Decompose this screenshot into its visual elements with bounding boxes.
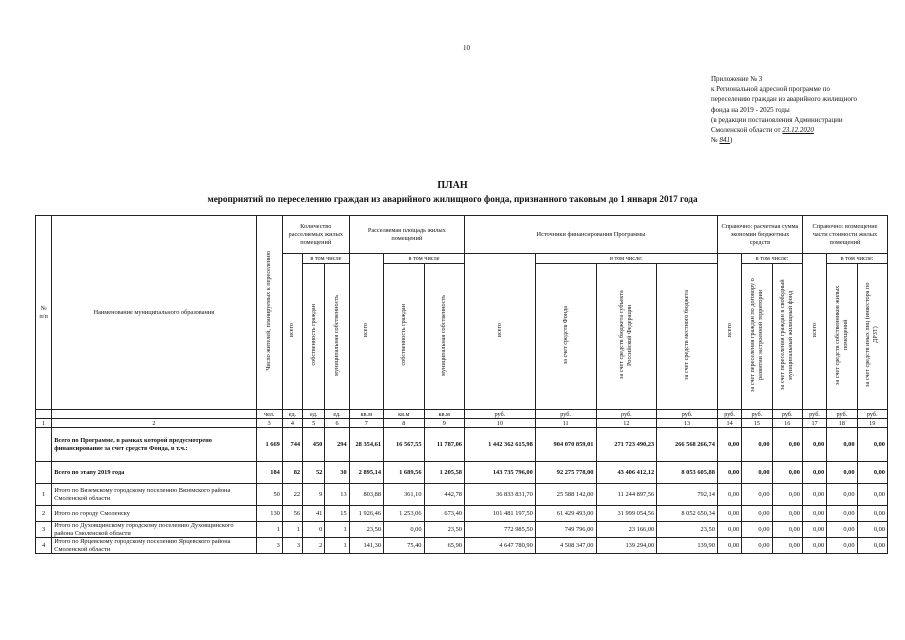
header-ref-economy: Справочно: расчетная сумма экономии бюджетных средств xyxy=(717,216,802,254)
value-cell: 36 833 831,70 xyxy=(464,484,535,506)
value-cell: 1 253,06 xyxy=(384,506,424,522)
value-cell: 294 xyxy=(325,428,349,462)
header-local-budget-text: за счет средств местного бюджета xyxy=(683,290,691,380)
appendix-block xyxy=(711,74,891,145)
header-qty: Количество расселяемых жилых помещений xyxy=(282,216,349,254)
value-cell: 8 052 650,34 xyxy=(657,506,718,522)
value-cell: 0,00 xyxy=(772,522,802,538)
value-cell: 1 205,58 xyxy=(424,462,464,484)
value-cell: 0,00 xyxy=(772,506,802,522)
unit-cell: руб. xyxy=(717,410,741,419)
header-fund-text: за счет средств Фонда xyxy=(561,305,569,365)
value-cell: 0,00 xyxy=(857,538,887,554)
header-total-text: всего xyxy=(725,323,733,337)
value-cell: 4 647 780,90 xyxy=(464,538,535,554)
value-cell: 1 xyxy=(256,522,282,538)
value-cell: 30 xyxy=(325,462,349,484)
value-cell: 28 354,61 xyxy=(349,428,383,462)
column-index-cell: 3 xyxy=(256,419,282,428)
column-index-cell: 15 xyxy=(742,419,772,428)
header-local-budget xyxy=(657,264,718,410)
value-cell: 2 895,14 xyxy=(349,462,383,484)
column-index-cell: 9 xyxy=(424,419,464,428)
value-cell: 2 xyxy=(303,538,325,554)
value-cell: 16 567,55 xyxy=(384,428,424,462)
value-cell: 15 xyxy=(325,506,349,522)
value-cell: 11 787,06 xyxy=(424,428,464,462)
appendix-line: к Региональной адресной программе по xyxy=(711,85,831,94)
header-economy-total xyxy=(717,254,741,410)
value-cell: 0,00 xyxy=(717,428,741,462)
header-citizens-text: собственность граждан xyxy=(399,304,407,366)
row-number: 4 xyxy=(36,538,52,554)
value-cell: 13 xyxy=(325,484,349,506)
value-cell: 904 070 859,01 xyxy=(535,428,596,462)
value-cell: 744 xyxy=(282,428,302,462)
header-citizens-text: собственность граждан xyxy=(309,304,317,366)
unit-cell: руб. xyxy=(464,410,535,419)
header-area-citizens xyxy=(384,264,424,410)
page-number: 10 xyxy=(463,44,470,52)
header-return-total xyxy=(802,254,826,410)
table-row xyxy=(36,538,888,554)
appendix-line xyxy=(711,135,891,145)
column-index-cell: 5 xyxy=(303,419,325,428)
value-cell: 1 669 xyxy=(256,428,282,462)
value-cell: 803,88 xyxy=(349,484,383,506)
value-cell: 0,00 xyxy=(857,428,887,462)
value-cell: 0,00 xyxy=(827,462,857,484)
value-cell: 0,00 xyxy=(742,506,772,522)
unit-cell: руб. xyxy=(657,410,718,419)
appendix-line xyxy=(711,125,891,135)
header-qty-citizens xyxy=(303,264,325,410)
value-cell: 23,50 xyxy=(424,522,464,538)
header-ref-return: Справочно: возмещение части стоимости жилых помещений xyxy=(802,216,887,254)
header-area-municipal xyxy=(424,264,464,410)
value-cell: 0,00 xyxy=(772,484,802,506)
header-municipal-text: муниципальная собственность xyxy=(440,294,448,376)
header-total-text: всего xyxy=(288,323,296,337)
value-cell: 0,00 xyxy=(717,484,741,506)
appendix-line: фонда на 2019 - 2025 годы xyxy=(711,105,790,114)
appendix-number: 841 xyxy=(719,136,730,145)
header-economy-incl: в том числе: xyxy=(742,254,803,264)
plan-table xyxy=(35,215,888,554)
value-cell: 0,00 xyxy=(742,428,772,462)
value-cell: 184 xyxy=(256,462,282,484)
unit-cell: руб. xyxy=(802,410,826,419)
value-cell: 1 xyxy=(325,522,349,538)
value-cell: 0,00 xyxy=(802,506,826,522)
value-cell: 0,00 xyxy=(384,522,424,538)
value-cell: 0,00 xyxy=(742,522,772,538)
value-cell: 1 689,56 xyxy=(384,462,424,484)
value-cell: 43 406 412,12 xyxy=(596,462,657,484)
units-cell xyxy=(52,410,256,419)
row-number: 3 xyxy=(36,522,52,538)
value-cell: 0,00 xyxy=(827,428,857,462)
value-cell: 0,00 xyxy=(717,506,741,522)
column-index-cell: 11 xyxy=(535,419,596,428)
unit-cell: руб. xyxy=(535,410,596,419)
value-cell: 0,00 xyxy=(827,506,857,522)
value-cell: 0,00 xyxy=(717,538,741,554)
unit-cell: руб. xyxy=(772,410,802,419)
header-area-incl: в том числе xyxy=(384,254,465,264)
column-index-cell: 4 xyxy=(282,419,302,428)
value-cell: 130 xyxy=(256,506,282,522)
header-total-text: всего xyxy=(362,323,370,337)
appendix-text: № xyxy=(711,136,718,145)
value-cell: 0,00 xyxy=(802,522,826,538)
column-index-cell: 16 xyxy=(772,419,802,428)
value-cell: 61 429 493,00 xyxy=(535,506,596,522)
value-cell: 4 508 347,00 xyxy=(535,538,596,554)
data-rows xyxy=(36,428,888,554)
value-cell: 92 275 778,00 xyxy=(535,462,596,484)
value-cell: 0,00 xyxy=(827,538,857,554)
value-cell: 0,00 xyxy=(717,462,741,484)
header-qty-municipal xyxy=(325,264,349,410)
header-qty-incl: в том числе xyxy=(303,254,350,264)
value-cell: 25 588 142,00 xyxy=(535,484,596,506)
header-num: № п/п xyxy=(36,216,52,410)
unit-cell: ед. xyxy=(303,410,325,419)
column-index-cell: 6 xyxy=(325,419,349,428)
value-cell: 50 xyxy=(256,484,282,506)
value-cell: 792,14 xyxy=(657,484,718,506)
column-index-cell: 14 xyxy=(717,419,741,428)
header-area-total xyxy=(349,254,383,410)
value-cell: 52 xyxy=(303,462,325,484)
value-cell: 0,00 xyxy=(802,484,826,506)
value-cell: 0,00 xyxy=(772,428,802,462)
value-cell: 139,90 xyxy=(657,538,718,554)
value-cell: 266 568 266,74 xyxy=(657,428,718,462)
unit-cell: кв.м xyxy=(349,410,383,419)
units-row xyxy=(36,410,888,419)
header-residents xyxy=(256,216,282,410)
column-index-row xyxy=(36,419,888,428)
value-cell: 1 926,46 xyxy=(349,506,383,522)
value-cell: 3 xyxy=(282,538,302,554)
value-cell: 23 166,00 xyxy=(596,522,657,538)
appendix-line: Приложение № 3 xyxy=(711,75,763,83)
value-cell: 11 244 897,56 xyxy=(596,484,657,506)
value-cell: 0,00 xyxy=(742,462,772,484)
column-index-cell: 17 xyxy=(802,419,826,428)
table-row xyxy=(36,506,888,522)
header-total-text: всего xyxy=(495,323,503,337)
municipality-name: Итого по Ярцевскому городскому поселению Ярцевского района Смоленской области xyxy=(52,538,256,554)
header-municipal-text: муниципальная собственность xyxy=(333,294,340,376)
value-cell: 0,00 xyxy=(772,462,802,484)
header-ret-other xyxy=(857,264,887,410)
appendix-text: ) xyxy=(729,136,733,145)
value-cell: 0,00 xyxy=(827,522,857,538)
value-cell: 0,00 xyxy=(802,428,826,462)
value-cell: 139 294,00 xyxy=(596,538,657,554)
column-index-cell: 12 xyxy=(596,419,657,428)
appendix-line: переселению граждан из аварийного жилищного xyxy=(711,95,858,104)
header-sources: Источники финансирования Программы xyxy=(464,216,717,254)
value-cell: 1 442 362 615,98 xyxy=(464,428,535,462)
value-cell: 0 xyxy=(303,522,325,538)
value-cell: 3 xyxy=(256,538,282,554)
value-cell: 141,30 xyxy=(349,538,383,554)
header-subject-budget xyxy=(596,264,657,410)
value-cell: 75,40 xyxy=(384,538,424,554)
unit-cell: руб. xyxy=(596,410,657,419)
units-cell xyxy=(36,410,52,419)
header-area: Расселяемая площадь жилых помещений xyxy=(349,216,464,254)
document-subtitle: мероприятий по переселению граждан из аварийного жилищного фонда, признанного таковым до 1 января 2017 года xyxy=(207,194,698,204)
municipality-name: Всего по Программе, в рамках которой предусмотрено финансирование за счет средств Фонда, в т.ч.: xyxy=(52,428,256,462)
header-ret-owners-text: за счет средств собственников жилых помещений xyxy=(833,285,849,385)
value-cell: 271 723 490,23 xyxy=(596,428,657,462)
municipality-name: Итого по Вяземскому городскому поселению Вяземского района Смоленской области xyxy=(52,484,256,506)
table-row xyxy=(36,428,888,462)
column-index-cell: 19 xyxy=(857,419,887,428)
value-cell: 23,50 xyxy=(657,522,718,538)
value-cell: 31 999 054,56 xyxy=(596,506,657,522)
column-index-cell: 8 xyxy=(384,419,424,428)
header-sources-total xyxy=(464,254,535,410)
unit-cell: руб. xyxy=(742,410,772,419)
unit-cell: ед. xyxy=(325,410,349,419)
column-index-cell: 2 xyxy=(52,419,256,428)
value-cell: 56 xyxy=(282,506,302,522)
value-cell: 0,00 xyxy=(772,538,802,554)
value-cell: 101 481 197,50 xyxy=(464,506,535,522)
value-cell: 9 xyxy=(303,484,325,506)
value-cell: 23,50 xyxy=(349,522,383,538)
header-sources-incl: в том числе: xyxy=(535,254,717,264)
appendix-date: 23.12.2020 xyxy=(782,126,814,135)
value-cell: 0,00 xyxy=(827,484,857,506)
header-fund xyxy=(535,264,596,410)
value-cell: 0,00 xyxy=(857,462,887,484)
value-cell: 0,00 xyxy=(742,484,772,506)
appendix-line: (в редакции постановления Администрации xyxy=(711,115,843,124)
value-cell: 22 xyxy=(282,484,302,506)
unit-cell: чел. xyxy=(256,410,282,419)
header-econ-free-text: за счет переселения граждан в свободный муниципальный жилищный фонд xyxy=(779,279,795,391)
value-cell: 8 053 605,88 xyxy=(657,462,718,484)
header-name: Наименование муниципального образования xyxy=(52,216,256,410)
table-row xyxy=(36,484,888,506)
column-index-cell: 10 xyxy=(464,419,535,428)
value-cell: 0,00 xyxy=(802,462,826,484)
municipality-name: Всего по этапу 2019 года xyxy=(52,462,256,484)
value-cell: 361,10 xyxy=(384,484,424,506)
value-cell: 82 xyxy=(282,462,302,484)
unit-cell: руб. xyxy=(827,410,857,419)
document-title: ПЛАН xyxy=(437,180,468,191)
value-cell: 0,00 xyxy=(857,522,887,538)
municipality-name: Итого по Духовщинскому городскому поселению Духовщинского района Смоленской области xyxy=(52,522,256,538)
value-cell: 0,00 xyxy=(857,506,887,522)
value-cell: 0,00 xyxy=(857,484,887,506)
header-qty-total xyxy=(282,254,302,410)
value-cell: 0,00 xyxy=(802,538,826,554)
header-subject-budget-text: за счет средств бюджета субъекта Российской Федерации xyxy=(618,290,634,380)
value-cell: 450 xyxy=(303,428,325,462)
value-cell: 41 xyxy=(303,506,325,522)
column-index-cell: 7 xyxy=(349,419,383,428)
header-total-text: всего xyxy=(810,323,818,337)
value-cell: 0,00 xyxy=(717,522,741,538)
value-cell: 1 xyxy=(325,538,349,554)
row-number: 2 xyxy=(36,506,52,522)
table-row xyxy=(36,462,888,484)
header-econ-free xyxy=(772,264,802,410)
value-cell: 772 985,50 xyxy=(464,522,535,538)
header-econ-contract xyxy=(742,264,772,410)
header-ret-other-text: за счет средств иных лиц (инвестора по ДРЗТ) xyxy=(864,282,880,388)
value-cell: 65,90 xyxy=(424,538,464,554)
value-cell: 673,40 xyxy=(424,506,464,522)
value-cell: 749 796,00 xyxy=(535,522,596,538)
row-number xyxy=(36,462,52,484)
municipality-name: Итого по городу Смоленску xyxy=(52,506,256,522)
value-cell: 442,78 xyxy=(424,484,464,506)
value-cell: 143 735 796,00 xyxy=(464,462,535,484)
column-index-cell: 13 xyxy=(657,419,718,428)
unit-cell: руб. xyxy=(857,410,887,419)
value-cell: 0,00 xyxy=(742,538,772,554)
column-index-cell: 1 xyxy=(36,419,52,428)
unit-cell: кв.м xyxy=(424,410,464,419)
unit-cell: кв.м xyxy=(384,410,424,419)
unit-cell: ед. xyxy=(282,410,302,419)
column-index-cell: 18 xyxy=(827,419,857,428)
value-cell: 1 xyxy=(282,522,302,538)
table-row xyxy=(36,522,888,538)
header-return-incl: в том числе: xyxy=(827,254,888,264)
header-residents-text: Число жителей, планируемых к переселению xyxy=(265,251,273,371)
header-ret-owners xyxy=(827,264,857,410)
header-econ-contract-text: за счет переселения граждан по договору о развитии застроенной территории xyxy=(748,278,764,392)
row-number xyxy=(36,428,52,462)
row-number: 1 xyxy=(36,484,52,506)
appendix-text: Смоленской области от xyxy=(711,126,781,135)
